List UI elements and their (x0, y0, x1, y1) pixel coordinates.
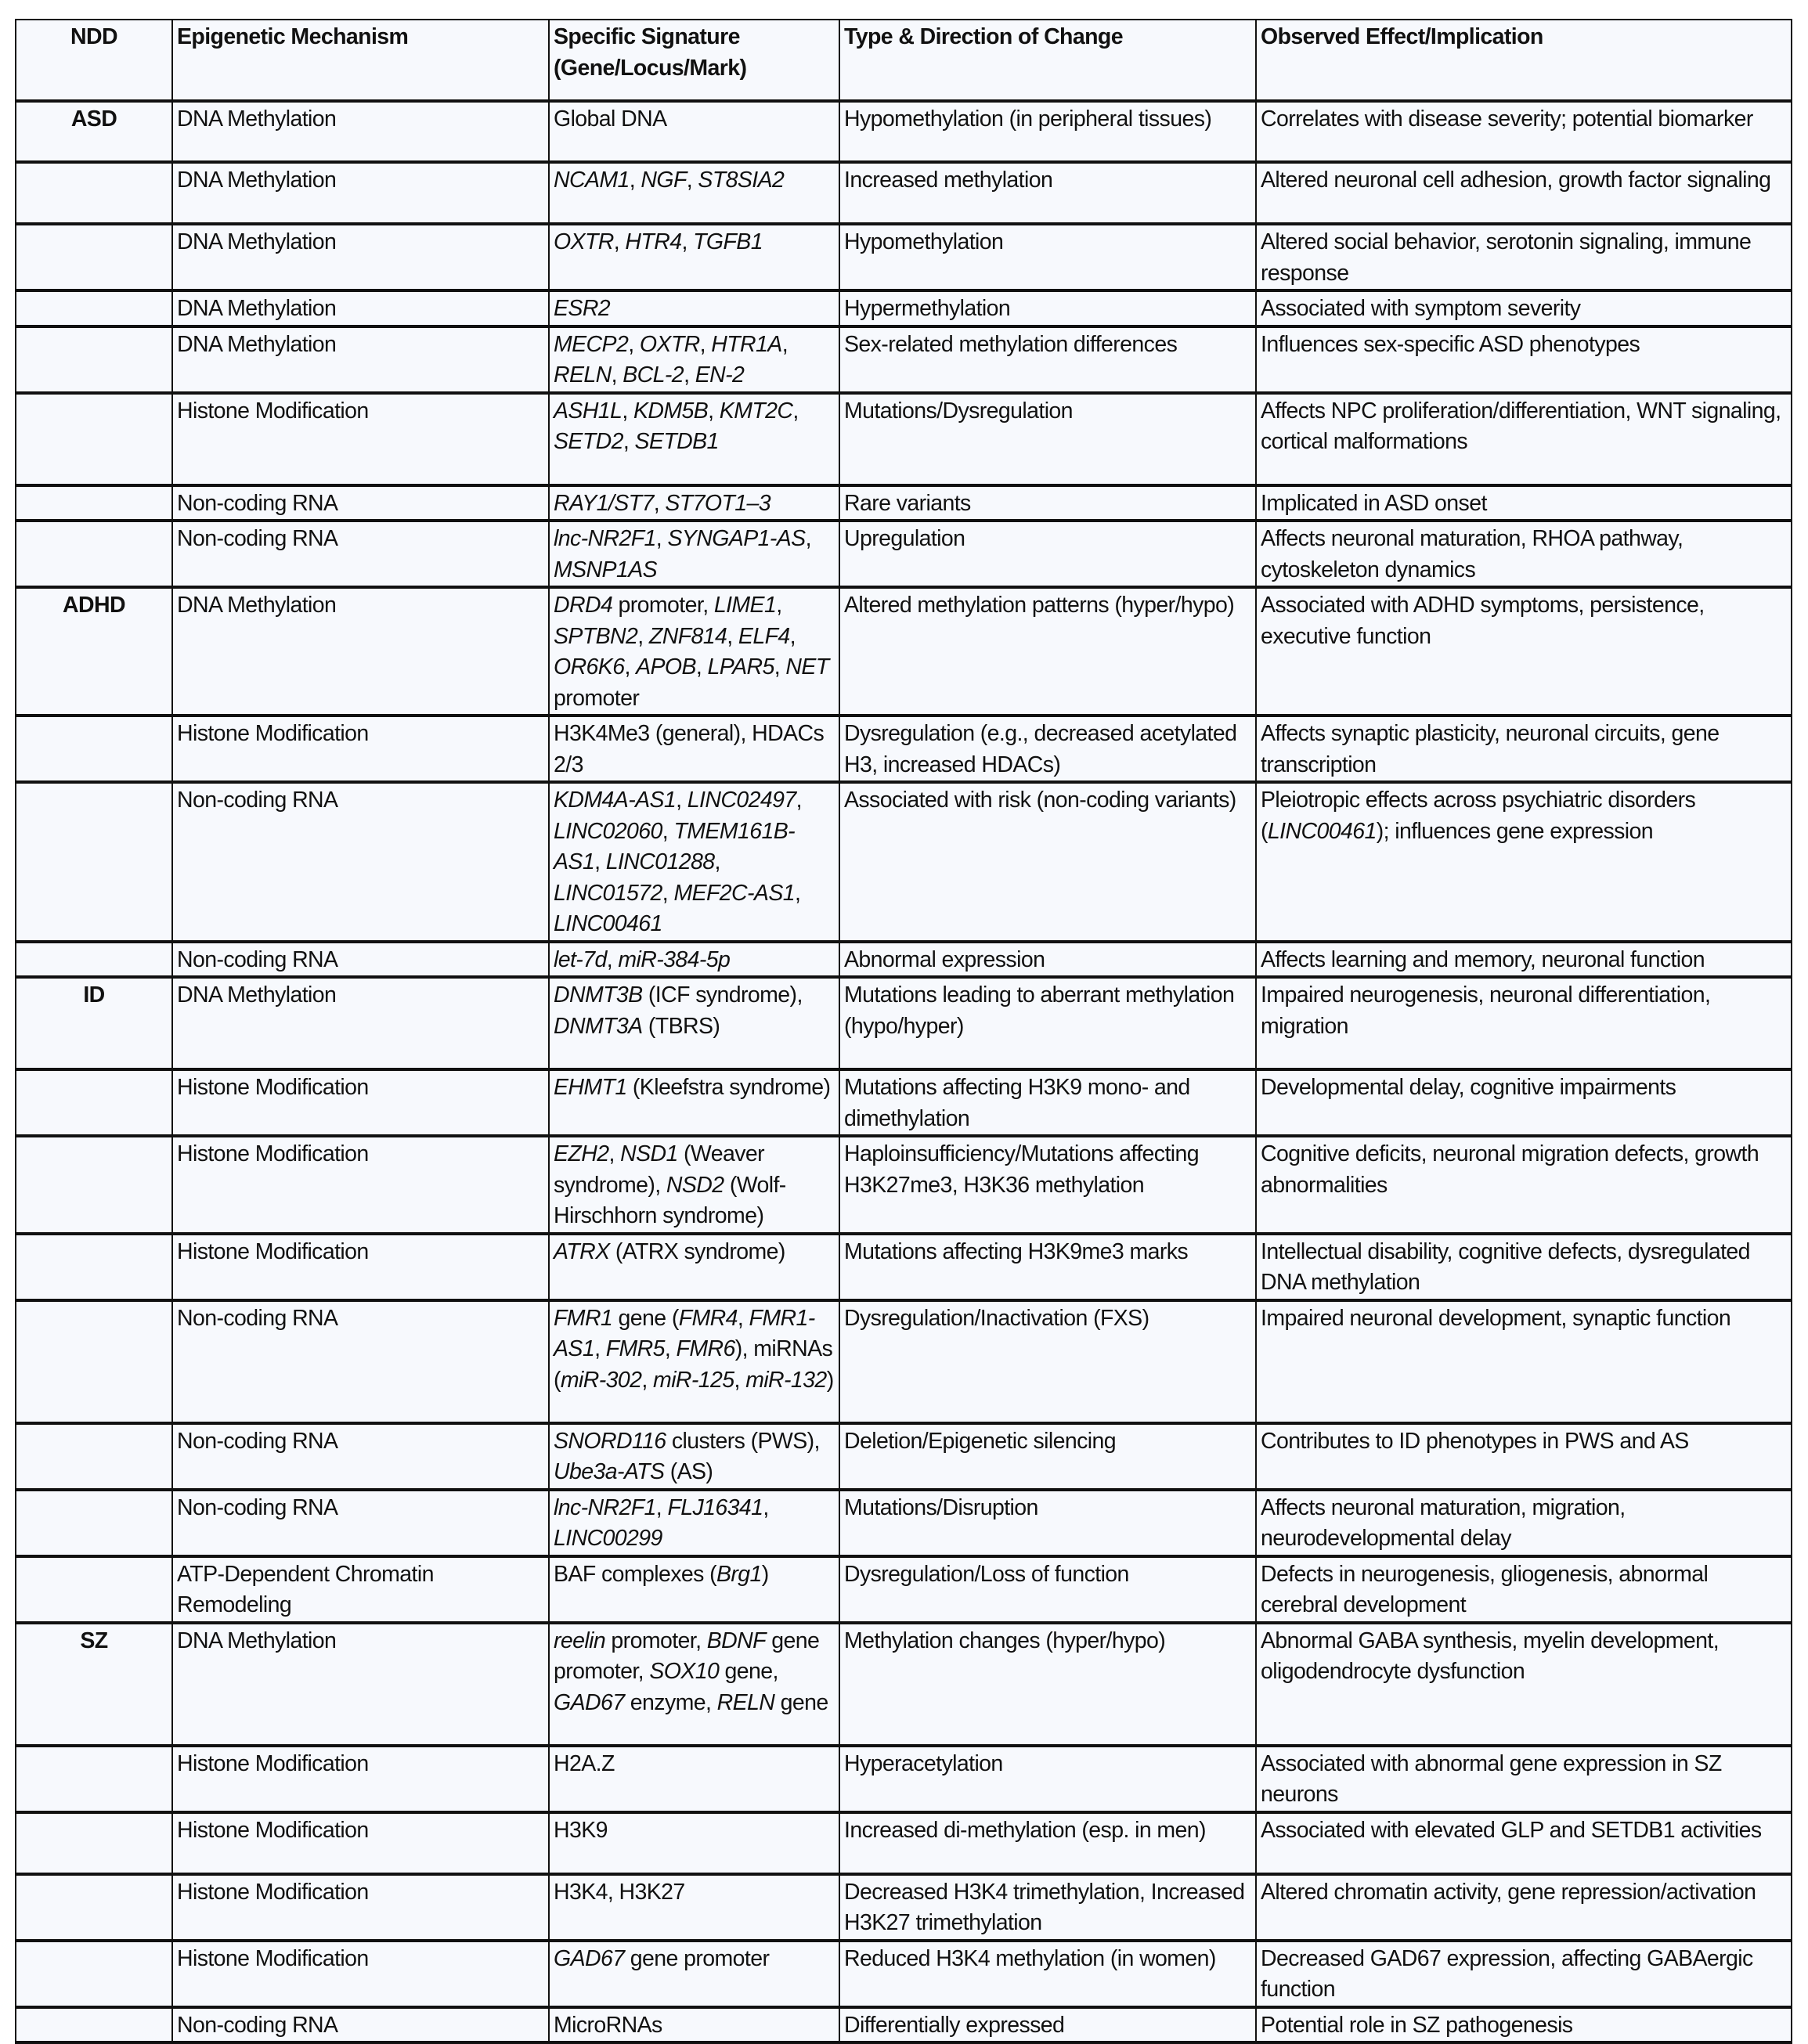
change-cell: Dysregulation/Inactivation (FXS) (839, 1300, 1256, 1423)
ndd-cell (16, 521, 172, 587)
mechanism-cell: DNA Methylation (172, 587, 549, 716)
table-row (16, 393, 1792, 485)
change-cell: Associated with risk (non-coding variants) (839, 782, 1256, 942)
change-cell: Reduced H3K4 methylation (in women) (839, 1941, 1256, 2007)
mechanism-cell: DNA Methylation (172, 977, 549, 1069)
ndd-cell (16, 326, 172, 393)
ndd-cell (16, 2007, 172, 2043)
effect-cell: Impaired neuronal development, synaptic function (1256, 1300, 1792, 1423)
mechanism-cell: DNA Methylation (172, 290, 549, 326)
table-row (16, 521, 1792, 587)
signature-cell: ATRX (ATRX syndrome) (549, 1234, 839, 1300)
signature-cell: FMR1 gene (FMR4, FMR1-AS1, FMR5, FMR6), miRNAs (miR-302, miR-125, miR-132) (549, 1300, 839, 1423)
effect-cell: Influences sex-specific ASD phenotypes (1256, 326, 1792, 393)
mechanism-cell: Non-coding RNA (172, 2007, 549, 2043)
signature-cell: KDM4A-AS1, LINC02497, LINC02060, TMEM161B-AS1, LINC01288, LINC01572, MEF2C-AS1, LINC00461 (549, 782, 839, 942)
table-header (16, 20, 1792, 101)
effect-cell: Impaired neurogenesis, neuronal differentiation, migration (1256, 977, 1792, 1069)
table-row (16, 1234, 1792, 1300)
mechanism-cell: Histone Modification (172, 1234, 549, 1300)
ndd-cell (16, 485, 172, 521)
signature-cell: Global DNA (549, 101, 839, 162)
signature-cell: OXTR, HTR4, TGFB1 (549, 224, 839, 290)
ndd-cell (16, 1490, 172, 1556)
change-cell: Differentially expressed (839, 2007, 1256, 2043)
table-row (16, 162, 1792, 224)
effect-cell: Defects in neurogenesis, gliogenesis, abnormal cerebral development (1256, 1556, 1792, 1623)
change-cell: Hyperacetylation (839, 1746, 1256, 1812)
change-cell: Hypomethylation (839, 224, 1256, 290)
table-row (16, 2007, 1792, 2043)
table-row (16, 942, 1792, 978)
change-cell: Increased di-methylation (esp. in men) (839, 1812, 1256, 1874)
signature-cell: EHMT1 (Kleefstra syndrome) (549, 1069, 839, 1136)
effect-cell: Associated with elevated GLP and SETDB1 activities (1256, 1812, 1792, 1874)
table-row (16, 1300, 1792, 1423)
change-cell: Deletion/Epigenetic silencing (839, 1423, 1256, 1490)
change-cell: Hypomethylation (in peripheral tissues) (839, 101, 1256, 162)
header-effect: Observed Effect/Implication (1256, 20, 1792, 101)
signature-cell: lnc-NR2F1, SYNGAP1-AS, MSNP1AS (549, 521, 839, 587)
signature-cell: ASH1L, KDM5B, KMT2C, SETD2, SETDB1 (549, 393, 839, 485)
effect-cell: Affects neuronal maturation, migration, neurodevelopmental delay (1256, 1490, 1792, 1556)
effect-cell: Abnormal GABA synthesis, myelin development, oligodendrocyte dysfunction (1256, 1623, 1792, 1746)
mechanism-cell: DNA Methylation (172, 1623, 549, 1746)
mechanism-cell: Histone Modification (172, 393, 549, 485)
header-mechanism: Epigenetic Mechanism (172, 20, 549, 101)
mechanism-cell: DNA Methylation (172, 162, 549, 224)
effect-cell: Associated with ADHD symptoms, persistence, executive function (1256, 587, 1792, 716)
ndd-cell (16, 942, 172, 978)
signature-cell: H2A.Z (549, 1746, 839, 1812)
effect-cell: Altered social behavior, serotonin signaling, immune response (1256, 224, 1792, 290)
effect-cell: Pleiotropic effects across psychiatric disorders (LINC00461); influences gene expression (1256, 782, 1792, 942)
table-row (16, 224, 1792, 290)
effect-cell: Affects neuronal maturation, RHOA pathway, cytoskeleton dynamics (1256, 521, 1792, 587)
signature-cell: H3K4Me3 (general), HDACs 2/3 (549, 716, 839, 782)
mechanism-cell: Non-coding RNA (172, 782, 549, 942)
ndd-cell: SZ (16, 1623, 172, 1746)
signature-cell: MECP2, OXTR, HTR1A, RELN, BCL-2, EN-2 (549, 326, 839, 393)
change-cell: Dysregulation (e.g., decreased acetylated H3, increased HDACs) (839, 716, 1256, 782)
mechanism-cell: DNA Methylation (172, 224, 549, 290)
ndd-cell (16, 1941, 172, 2007)
table-row (16, 716, 1792, 782)
mechanism-cell: Non-coding RNA (172, 1490, 549, 1556)
ndd-cell: ADHD (16, 587, 172, 716)
table-body (16, 101, 1792, 2042)
mechanism-cell: DNA Methylation (172, 101, 549, 162)
header-row (16, 20, 1792, 101)
mechanism-cell: Histone Modification (172, 1812, 549, 1874)
change-cell: Altered methylation patterns (hyper/hypo) (839, 587, 1256, 716)
change-cell: Mutations affecting H3K9 mono- and dimethylation (839, 1069, 1256, 1136)
header-signature: Specific Signature (Gene/Locus/Mark) (549, 20, 839, 101)
table-row (16, 1941, 1792, 2007)
effect-cell: Cognitive deficits, neuronal migration defects, growth abnormalities (1256, 1136, 1792, 1234)
signature-cell: EZH2, NSD1 (Weaver syndrome), NSD2 (Wolf-Hirschhorn syndrome) (549, 1136, 839, 1234)
table-row (16, 782, 1792, 942)
mechanism-cell: Histone Modification (172, 1136, 549, 1234)
signature-cell: ESR2 (549, 290, 839, 326)
mechanism-cell: Non-coding RNA (172, 1300, 549, 1423)
signature-cell: reelin promoter, BDNF gene promoter, SOX10 gene, GAD67 enzyme, RELN gene (549, 1623, 839, 1746)
signature-cell: lnc-NR2F1, FLJ16341, LINC00299 (549, 1490, 839, 1556)
table-row (16, 587, 1792, 716)
table-row (16, 1556, 1792, 1623)
effect-cell: Intellectual disability, cognitive defects, dysregulated DNA methylation (1256, 1234, 1792, 1300)
ndd-cell: ID (16, 977, 172, 1069)
mechanism-cell: Non-coding RNA (172, 1423, 549, 1490)
table-row (16, 485, 1792, 521)
ndd-cell (16, 1300, 172, 1423)
change-cell: Mutations leading to aberrant methylation (hypo/hyper) (839, 977, 1256, 1069)
signature-cell: MicroRNAs (549, 2007, 839, 2043)
effect-cell: Developmental delay, cognitive impairments (1256, 1069, 1792, 1136)
ndd-cell (16, 162, 172, 224)
change-cell: Upregulation (839, 521, 1256, 587)
table-row (16, 1623, 1792, 1746)
ndd-cell (16, 1069, 172, 1136)
change-cell: Mutations/Dysregulation (839, 393, 1256, 485)
signature-cell: H3K9 (549, 1812, 839, 1874)
effect-cell: Altered chromatin activity, gene repression/activation (1256, 1874, 1792, 1941)
effect-cell: Contributes to ID phenotypes in PWS and AS (1256, 1423, 1792, 1490)
table-row (16, 101, 1792, 162)
ndd-cell: ASD (16, 101, 172, 162)
mechanism-cell: Histone Modification (172, 1746, 549, 1812)
ndd-cell (16, 1746, 172, 1812)
signature-cell: DRD4 promoter, LIME1, SPTBN2, ZNF814, ELF4, OR6K6, APOB, LPAR5, NET promoter (549, 587, 839, 716)
ndd-cell (16, 1234, 172, 1300)
header-ndd: NDD (16, 20, 172, 101)
effect-cell: Associated with abnormal gene expression in SZ neurons (1256, 1746, 1792, 1812)
effect-cell: Correlates with disease severity; potential biomarker (1256, 101, 1792, 162)
signature-cell: GAD67 gene promoter (549, 1941, 839, 2007)
signature-cell: H3K4, H3K27 (549, 1874, 839, 1941)
mechanism-cell: Histone Modification (172, 716, 549, 782)
ndd-cell (16, 1423, 172, 1490)
signature-cell: SNORD116 clusters (PWS), Ube3a-ATS (AS) (549, 1423, 839, 1490)
table-row (16, 290, 1792, 326)
mechanism-cell: Histone Modification (172, 1874, 549, 1941)
ndd-cell (16, 782, 172, 942)
effect-cell: Associated with symptom severity (1256, 290, 1792, 326)
epigenetic-signatures-table (15, 19, 1792, 2044)
mechanism-cell: Non-coding RNA (172, 521, 549, 587)
signature-cell: NCAM1, NGF, ST8SIA2 (549, 162, 839, 224)
change-cell: Increased methylation (839, 162, 1256, 224)
ndd-cell (16, 1136, 172, 1234)
effect-cell: Affects learning and memory, neuronal function (1256, 942, 1792, 978)
ndd-cell (16, 1556, 172, 1623)
signature-cell: BAF complexes (Brg1) (549, 1556, 839, 1623)
ndd-cell (16, 716, 172, 782)
change-cell: Dysregulation/Loss of function (839, 1556, 1256, 1623)
ndd-cell (16, 290, 172, 326)
table-row (16, 1490, 1792, 1556)
table-row (16, 1069, 1792, 1136)
mechanism-cell: Histone Modification (172, 1941, 549, 2007)
table-row (16, 1874, 1792, 1941)
effect-cell: Decreased GAD67 expression, affecting GABAergic function (1256, 1941, 1792, 2007)
table-row (16, 1746, 1792, 1812)
change-cell: Sex-related methylation differences (839, 326, 1256, 393)
mechanism-cell: Non-coding RNA (172, 485, 549, 521)
table-row (16, 1423, 1792, 1490)
table-row (16, 1136, 1792, 1234)
effect-cell: Potential role in SZ pathogenesis (1256, 2007, 1792, 2043)
change-cell: Rare variants (839, 485, 1256, 521)
effect-cell: Affects NPC proliferation/differentiation, WNT signaling, cortical malformations (1256, 393, 1792, 485)
mechanism-cell: Histone Modification (172, 1069, 549, 1136)
ndd-cell (16, 1812, 172, 1874)
change-cell: Haploinsufficiency/Mutations affecting H3K27me3, H3K36 methylation (839, 1136, 1256, 1234)
table-row (16, 977, 1792, 1069)
effect-cell: Altered neuronal cell adhesion, growth factor signaling (1256, 162, 1792, 224)
change-cell: Mutations affecting H3K9me3 marks (839, 1234, 1256, 1300)
table-row (16, 1812, 1792, 1874)
ndd-cell (16, 1874, 172, 1941)
change-cell: Decreased H3K4 trimethylation, Increased H3K27 trimethylation (839, 1874, 1256, 1941)
change-cell: Methylation changes (hyper/hypo) (839, 1623, 1256, 1746)
effect-cell: Implicated in ASD onset (1256, 485, 1792, 521)
mechanism-cell: DNA Methylation (172, 326, 549, 393)
change-cell: Hypermethylation (839, 290, 1256, 326)
change-cell: Mutations/Disruption (839, 1490, 1256, 1556)
header-change: Type & Direction of Change (839, 20, 1256, 101)
mechanism-cell: Non-coding RNA (172, 942, 549, 978)
change-cell: Abnormal expression (839, 942, 1256, 978)
table-row (16, 326, 1792, 393)
signature-cell: DNMT3B (ICF syndrome), DNMT3A (TBRS) (549, 977, 839, 1069)
ndd-cell (16, 224, 172, 290)
signature-cell: RAY1/ST7, ST7OT1–3 (549, 485, 839, 521)
mechanism-cell: ATP-Dependent Chromatin Remodeling (172, 1556, 549, 1623)
ndd-cell (16, 393, 172, 485)
signature-cell: let-7d, miR-384-5p (549, 942, 839, 978)
effect-cell: Affects synaptic plasticity, neuronal circuits, gene transcription (1256, 716, 1792, 782)
